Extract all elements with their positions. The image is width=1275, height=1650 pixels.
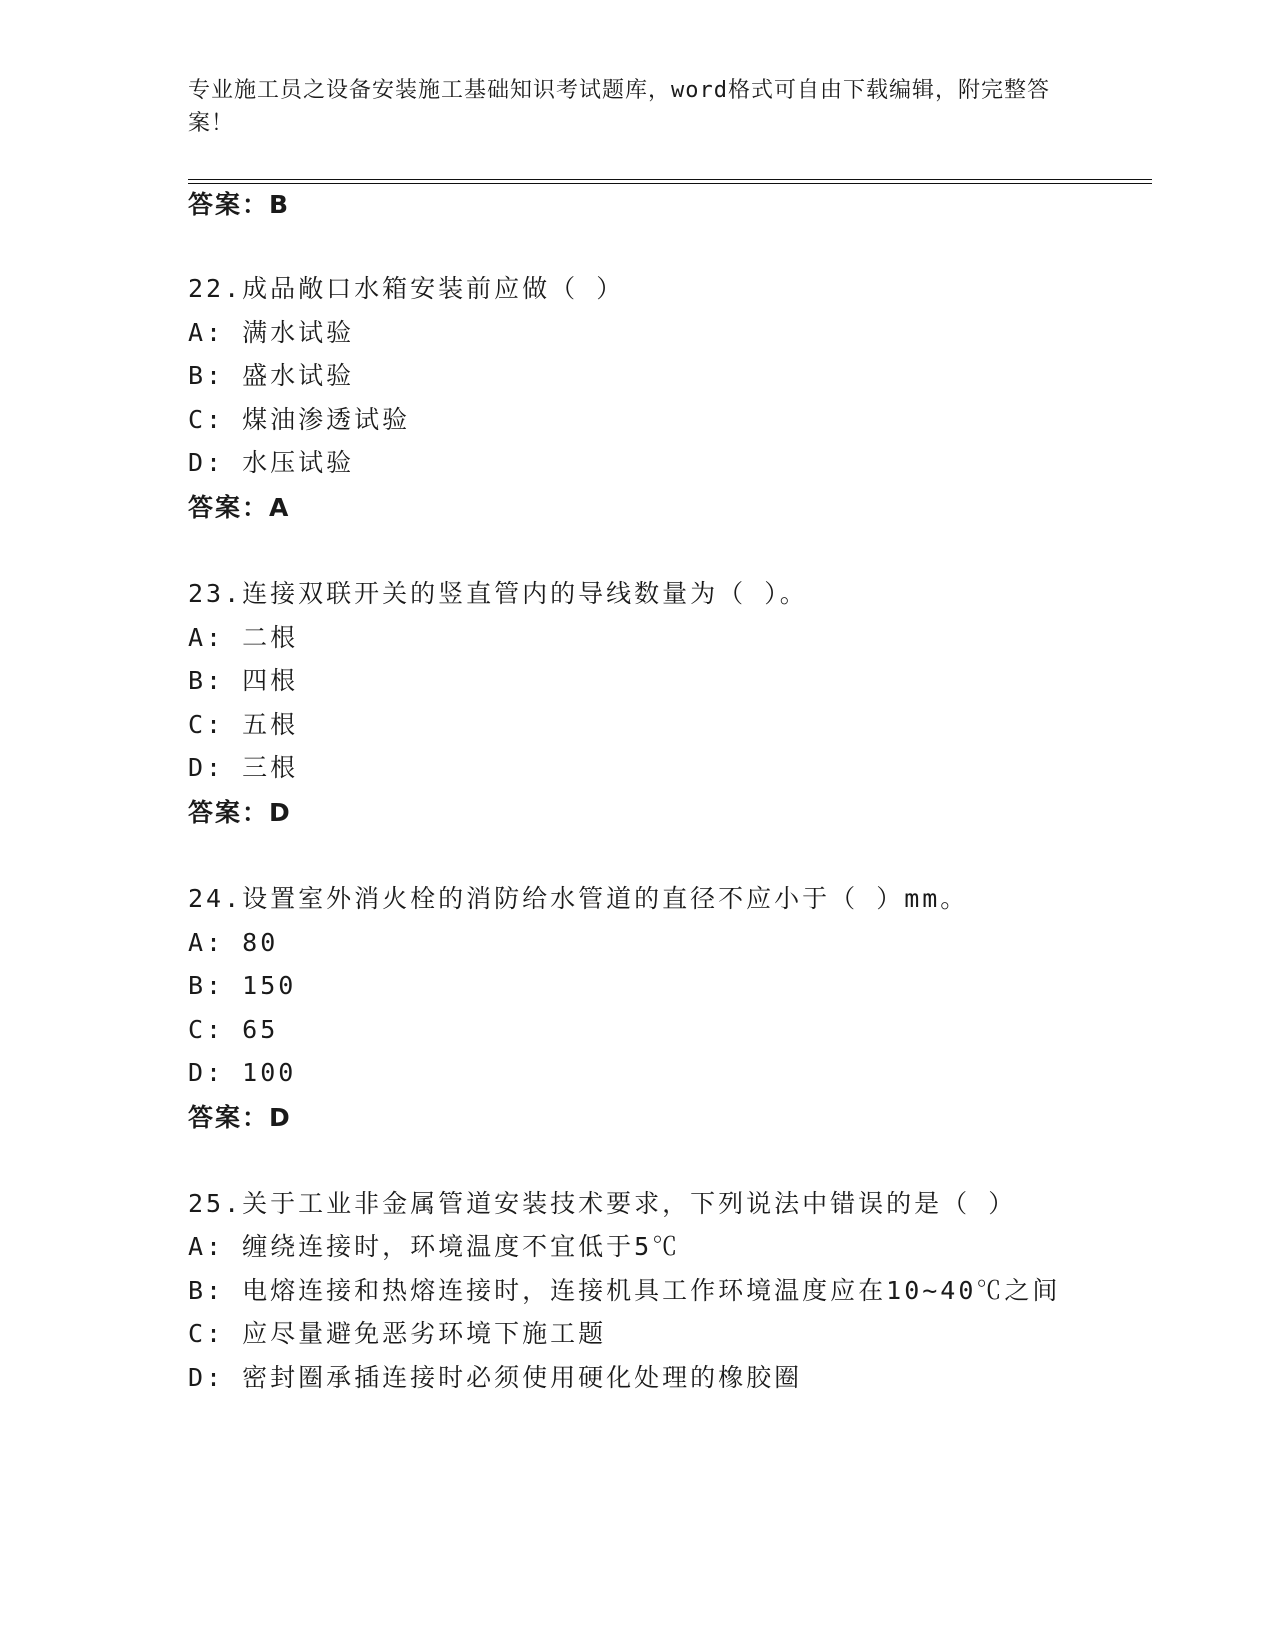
document-header: 专业施工员之设备安装施工基础知识考试题库，word格式可自由下载编辑，附完整答案！ [188,78,1050,136]
option-c: C: 65 [188,1015,279,1044]
option-d: D: 水压试验 [188,448,355,477]
question-stem: 22.成品敞口水箱安装前应做（ ） [188,274,625,303]
option-c: C: 煤油渗透试验 [188,405,411,434]
option-d: D: 密封圈承插连接时必须使用硬化处理的橡胶圈 [188,1363,803,1392]
option-b: B: 150 [188,971,297,1000]
option-a: A: 满水试验 [188,318,355,347]
question-stem: 23.连接双联开关的竖直管内的导线数量为（ ）。 [188,579,808,608]
answer-line: 答案：D [188,1103,292,1132]
option-c: C: 应尽量避免恶劣环境下施工题 [188,1319,607,1348]
option-a: A: 二根 [188,623,299,652]
answer-line: 答案：A [188,493,291,522]
answer-line: 答案：B [188,190,291,219]
header-divider-bottom [188,183,1152,184]
option-b: B: 电熔连接和热熔连接时，连接机具工作环境温度应在10~40℃之间 [188,1276,1061,1305]
header-divider-top [188,179,1152,180]
option-a: A: 80 [188,928,279,957]
question-stem: 25.关于工业非金属管道安装技术要求，下列说法中错误的是（ ） [188,1189,1017,1218]
answer-line: 答案：D [188,798,292,827]
question-stem: 24.设置室外消火栓的消防给水管道的直径不应小于（ ）mm。 [188,884,969,913]
option-d: D: 100 [188,1058,297,1087]
option-a: A: 缠绕连接时，环境温度不宜低于5℃ [188,1232,681,1261]
option-b: B: 盛水试验 [188,361,355,390]
option-d: D: 三根 [188,753,299,782]
option-c: C: 五根 [188,710,299,739]
option-b: B: 四根 [188,666,299,695]
